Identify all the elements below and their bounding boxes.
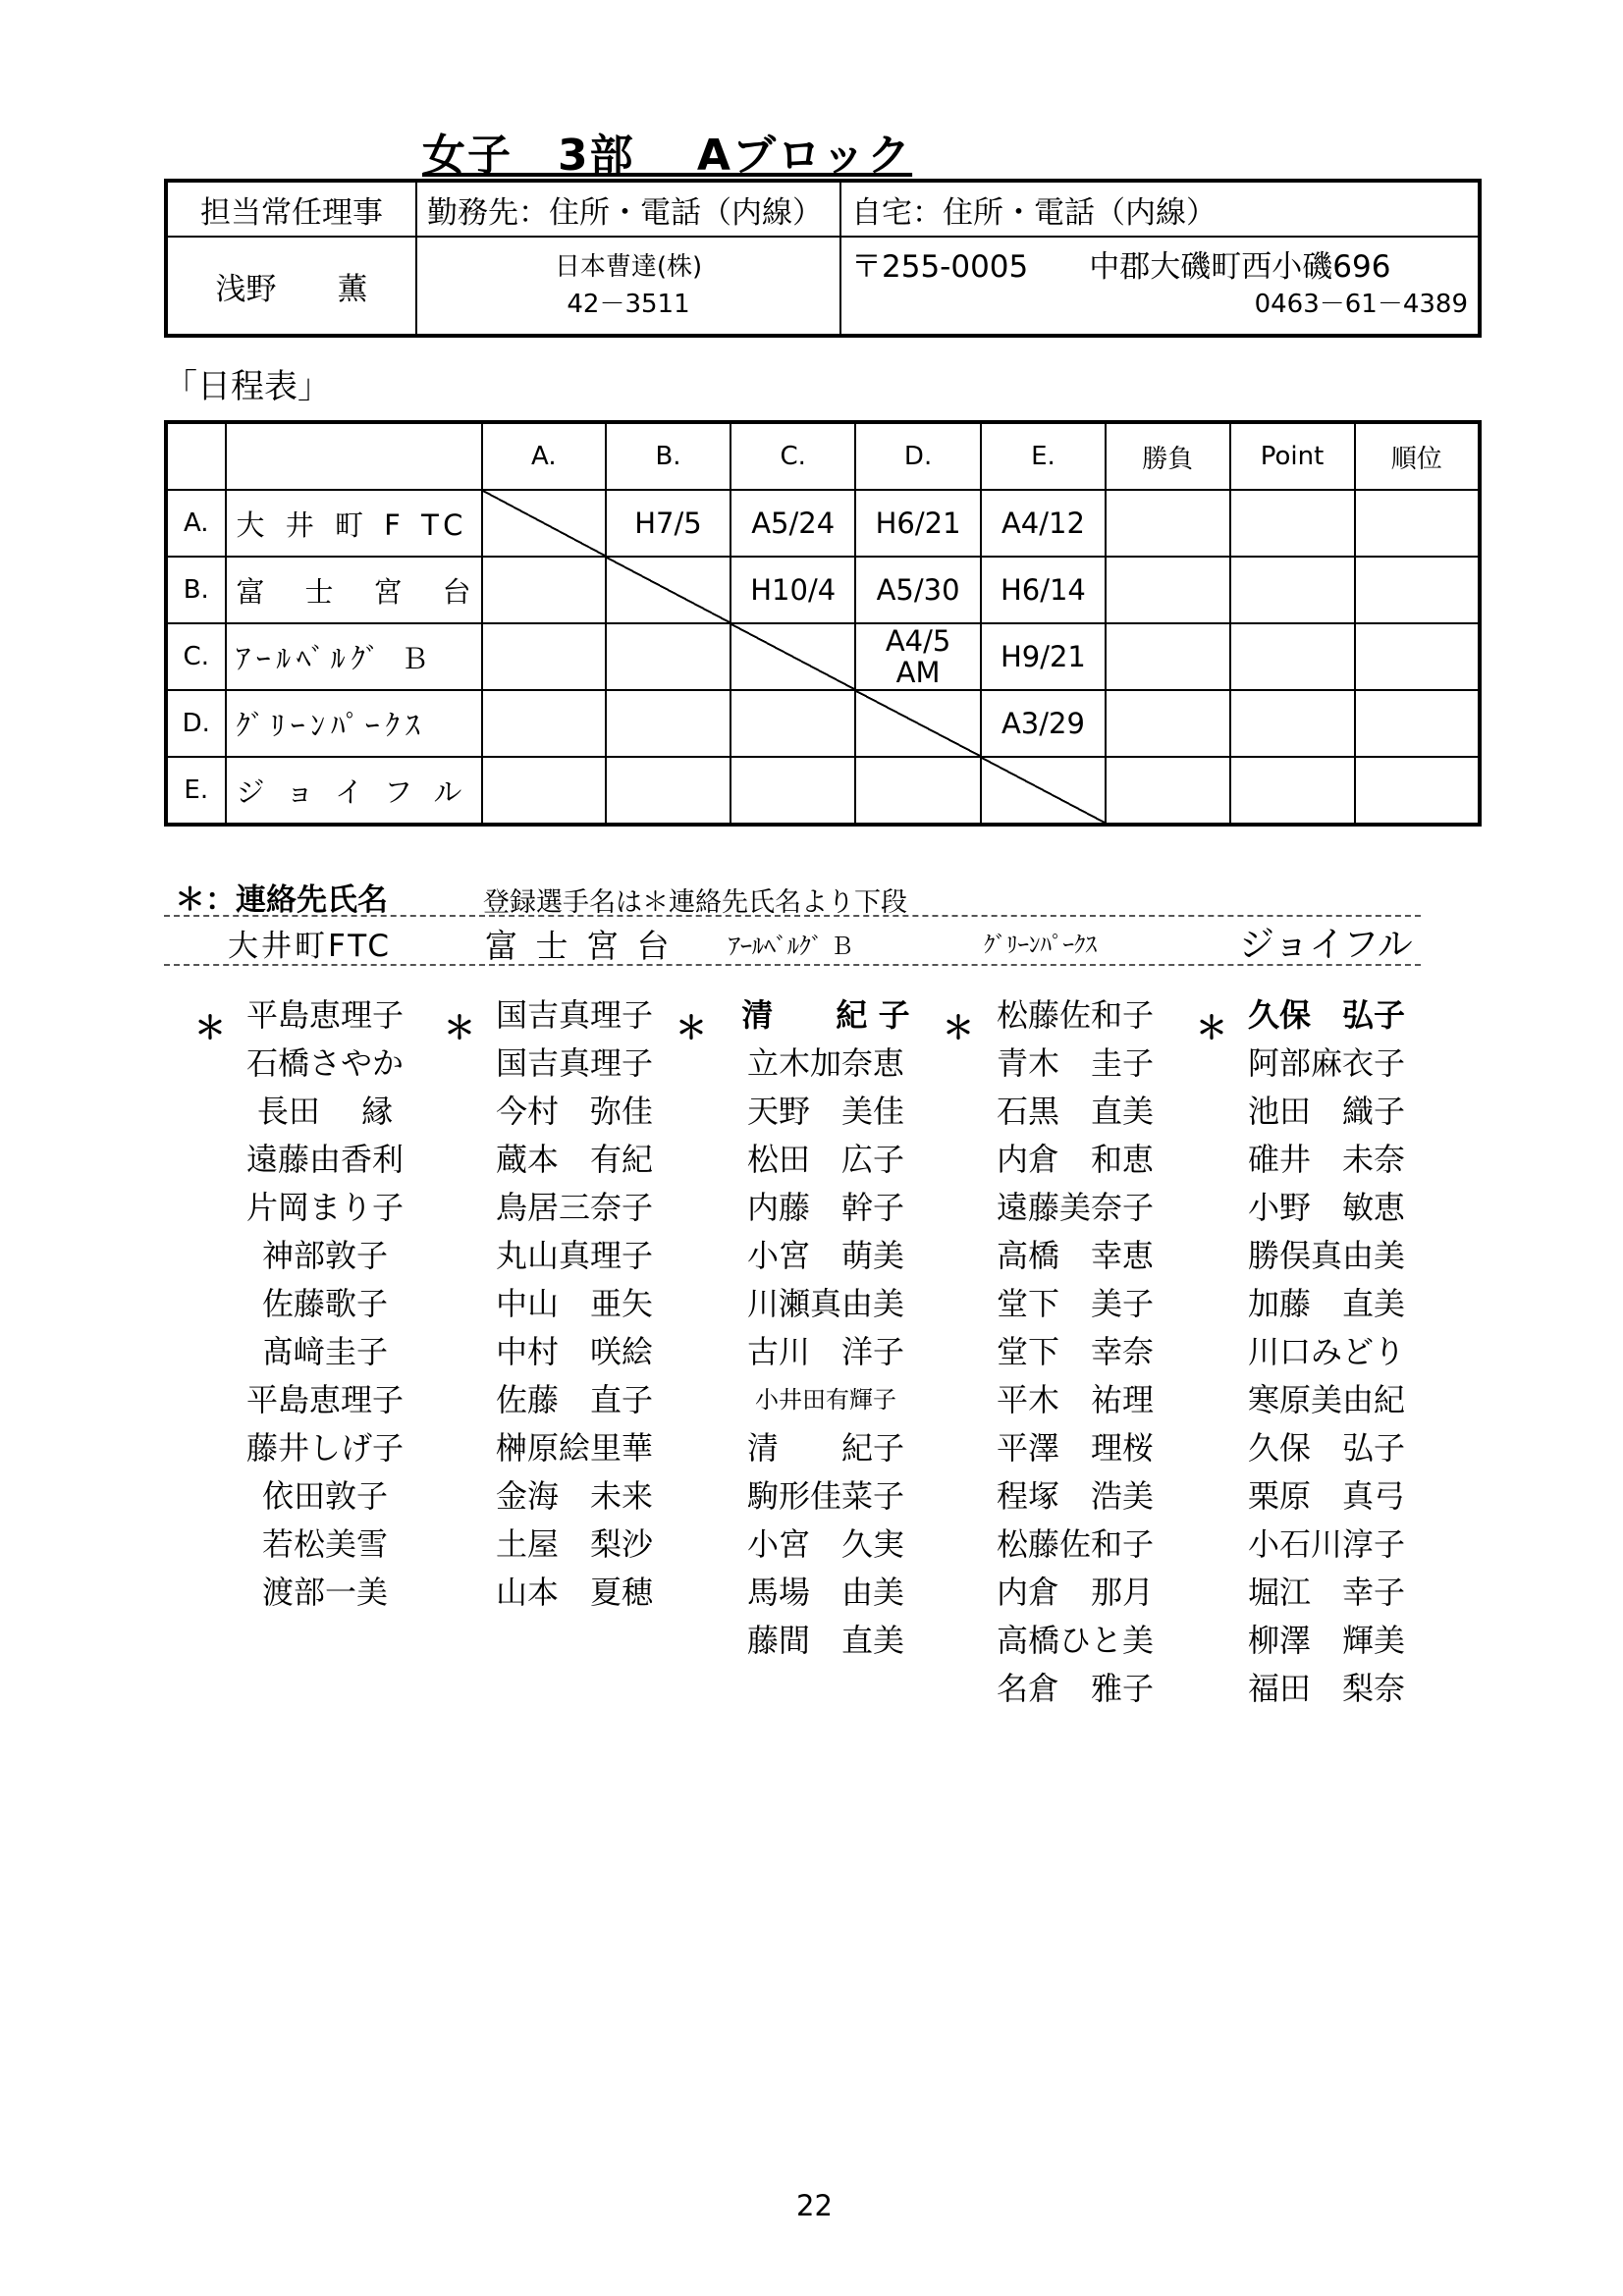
page-title: 女子 3部 Aブロック [422, 131, 913, 181]
self-match-cell [855, 690, 980, 757]
contact-table [164, 179, 1482, 338]
team-name: ジ ョ イ フ ル [226, 757, 482, 825]
contact-header-director: 担当常任理事 [166, 181, 416, 237]
work-info [416, 237, 840, 336]
player-name: 丸山真理子 [495, 1237, 653, 1274]
player-name: 平島恵理子 [245, 1381, 404, 1418]
player-name: 藤間 直美 [746, 1622, 904, 1659]
player-name: 名倉 雅子 [996, 1670, 1154, 1707]
team-header: ジョイフル [1239, 925, 1413, 965]
match-cell: A5/24 [730, 490, 855, 557]
match-cell: A4/12 [981, 490, 1106, 557]
match-cell: A3/29 [981, 690, 1106, 757]
player-list-team-a [202, 991, 448, 1617]
player-name: 神部敦子 [261, 1237, 388, 1274]
match-cell: H6/21 [855, 490, 980, 557]
contact-player-name: 平島恵理子 [245, 996, 404, 1034]
schedule-row [166, 557, 1480, 623]
match-cell [1230, 623, 1355, 690]
player-name: 土屋 梨沙 [495, 1525, 653, 1563]
player-name: 加藤 直美 [1247, 1285, 1405, 1322]
contact-player-name: 国吉真理子 [495, 996, 653, 1034]
contact-player-name: 清 紀 子 [741, 996, 910, 1034]
player-name: 松田 広子 [746, 1141, 904, 1178]
schedule-table [164, 420, 1482, 827]
player-name: 高橋ひと美 [996, 1622, 1154, 1659]
player-name: 国吉真理子 [495, 1044, 653, 1082]
team-id: C. [166, 623, 226, 690]
player-name: 栗原 真弓 [1247, 1477, 1405, 1515]
player-name: 平木 祐理 [996, 1381, 1154, 1418]
column-header: E. [981, 422, 1106, 490]
corner-cell [166, 422, 226, 490]
match-cell [855, 757, 980, 825]
player-name: 清 紀子 [746, 1429, 904, 1467]
contact-marker: ＊ [1196, 1009, 1228, 1046]
match-cell: A5/30 [855, 557, 980, 623]
director-name: 浅野 薫 [166, 237, 416, 336]
player-name: 若松美雪 [261, 1525, 388, 1563]
team-name: ｱｰﾙﾍﾞﾙｸﾞ Ｂ [226, 623, 482, 690]
player-name: 金海 未来 [495, 1477, 653, 1515]
player-name: 青木 圭子 [996, 1044, 1154, 1082]
player-name: 小宮 久実 [746, 1525, 904, 1563]
team-header: 大井町FTC [228, 929, 393, 964]
player-name: 藤井しげ子 [245, 1429, 404, 1467]
player-name: 寒原美由紀 [1247, 1381, 1405, 1418]
team-name: 大 井 町 F TC [226, 490, 482, 557]
player-name: 今村 弥佳 [495, 1093, 653, 1130]
player-name: 石橋さやか [245, 1044, 404, 1082]
page-number: 22 [796, 2189, 833, 2222]
match-cell [482, 623, 606, 690]
team-header: ｸﾞﾘｰﾝﾊﾟｰｸｽ [984, 933, 1097, 958]
player-name: 川瀬真由美 [746, 1285, 904, 1322]
schedule-label: 「日程表」 [164, 367, 331, 406]
player-name: 古川 洋子 [746, 1333, 904, 1370]
player-name: 川口みどり [1247, 1333, 1405, 1370]
match-cell [1106, 557, 1229, 623]
legend: ＊：連絡先氏名 [175, 882, 388, 918]
player-name: 堀江 幸子 [1247, 1574, 1405, 1611]
match-cell [1106, 490, 1229, 557]
player-name: 渡部一美 [261, 1574, 388, 1611]
player-list-team-b [452, 991, 697, 1617]
player-name: 高橋 幸恵 [996, 1237, 1154, 1274]
player-name: 天野 美佳 [746, 1093, 904, 1130]
player-name: 池田 織子 [1247, 1093, 1405, 1130]
player-name: 内倉 和恵 [996, 1141, 1154, 1178]
match-cell: H9/21 [981, 623, 1106, 690]
player-name: 碓井 未奈 [1247, 1141, 1405, 1178]
player-list-team-c [703, 991, 948, 1665]
match-cell [606, 757, 730, 825]
player-name: 石黒 直美 [996, 1093, 1154, 1130]
column-header: 勝負 [1106, 422, 1229, 490]
contact-marker: ＊ [676, 1009, 708, 1046]
match-cell [1230, 490, 1355, 557]
player-name: 長田 縁 [256, 1093, 394, 1130]
match-cell [1230, 690, 1355, 757]
match-cell [1355, 623, 1481, 690]
match-cell [730, 690, 855, 757]
player-name: 榊原絵里華 [495, 1429, 653, 1467]
team-id: E. [166, 757, 226, 825]
player-name: 小石川淳子 [1247, 1525, 1405, 1563]
self-match-cell [981, 757, 1106, 825]
contact-marker: ＊ [444, 1009, 476, 1046]
schedule-row [166, 623, 1480, 690]
player-name: 内倉 那月 [996, 1574, 1154, 1611]
schedule-row [166, 490, 1480, 557]
match-cell [1355, 557, 1481, 623]
match-cell [1355, 490, 1481, 557]
contact-marker: ＊ [194, 1009, 227, 1046]
player-name: 程塚 浩美 [996, 1477, 1154, 1515]
column-header: B. [606, 422, 730, 490]
player-name: 小井田有輝子 [755, 1386, 896, 1414]
player-name: 依田敦子 [261, 1477, 388, 1515]
player-name: 片岡まり子 [245, 1189, 404, 1226]
player-name: 佐藤歌子 [261, 1285, 388, 1322]
player-name: 小宮 萌美 [746, 1237, 904, 1274]
match-cell [1355, 757, 1481, 825]
player-name: 堂下 美子 [996, 1285, 1154, 1322]
contact-header-home: 自宅：住所・電話（内線） [840, 181, 1480, 237]
column-header: Point [1230, 422, 1355, 490]
self-match-cell [606, 557, 730, 623]
player-name: 駒形佳菜子 [746, 1477, 904, 1515]
contact-player-name: 久保 弘子 [1247, 996, 1405, 1034]
player-list-team-e [1204, 991, 1449, 1713]
work-name: 日本曹達(株) [554, 252, 703, 282]
player-name: 中山 亜矢 [495, 1285, 653, 1322]
player-name: 鳥居三奈子 [495, 1189, 653, 1226]
player-name: 阿部麻衣子 [1247, 1044, 1405, 1082]
match-cell [1106, 623, 1229, 690]
team-header: 富 士 宮 台 [485, 927, 674, 965]
player-name: 馬場 由美 [746, 1574, 904, 1611]
match-cell [730, 757, 855, 825]
match-cell [1230, 557, 1355, 623]
divider [164, 915, 1421, 917]
match-cell: H7/5 [606, 490, 730, 557]
team-id: B. [166, 557, 226, 623]
column-header: 順位 [1355, 422, 1481, 490]
home-phone: 0463－61－4389 [1254, 290, 1468, 319]
match-cell [482, 690, 606, 757]
match-cell [482, 557, 606, 623]
player-name: 蔵本 有紀 [495, 1141, 653, 1178]
column-header: D. [855, 422, 980, 490]
team-name: ｸﾞﾘｰﾝﾊﾟｰｸｽ [226, 690, 482, 757]
home-info [840, 237, 1480, 336]
corner-cell [226, 422, 482, 490]
team-id: A. [166, 490, 226, 557]
schedule-row [166, 757, 1480, 825]
match-cell [1106, 757, 1229, 825]
self-match-cell [482, 490, 606, 557]
match-cell: H10/4 [730, 557, 855, 623]
match-cell [1355, 690, 1481, 757]
player-name: 松藤佐和子 [996, 1525, 1154, 1563]
match-cell: H6/14 [981, 557, 1106, 623]
match-cell [606, 690, 730, 757]
player-name: 柳澤 輝美 [1247, 1622, 1405, 1659]
player-name: 山本 夏穂 [495, 1574, 653, 1611]
match-cell: A4/5 AM [855, 623, 980, 690]
column-header: A. [482, 422, 606, 490]
match-cell [482, 757, 606, 825]
player-name: 福田 梨奈 [1247, 1670, 1405, 1707]
contact-header-work: 勤務先：住所・電話（内線） [416, 181, 840, 237]
player-name: 立木加奈恵 [746, 1044, 904, 1082]
player-name: 遠藤由香利 [245, 1141, 404, 1178]
column-header: C. [730, 422, 855, 490]
registration-note: 登録選手名は＊連絡先氏名より下段 [483, 887, 907, 918]
player-name: 遠藤美奈子 [996, 1189, 1154, 1226]
player-name: 内藤 幹子 [746, 1189, 904, 1226]
match-cell [1230, 757, 1355, 825]
player-name: 堂下 幸奈 [996, 1333, 1154, 1370]
work-phone: 42－3511 [567, 290, 690, 319]
player-name: 髙﨑圭子 [261, 1333, 388, 1370]
player-name: 平澤 理桜 [996, 1429, 1154, 1467]
player-name: 勝俣真由美 [1247, 1237, 1405, 1274]
team-name: 富 士 宮 台 [226, 557, 482, 623]
home-address: 〒255-0005 中郡大磯町西小磯696 [851, 249, 1391, 285]
player-name: 中村 咲絵 [495, 1333, 653, 1370]
player-name: 久保 弘子 [1247, 1429, 1405, 1467]
player-list-team-d [952, 991, 1198, 1713]
team-id: D. [166, 690, 226, 757]
team-header: ｱｰﾙﾍﾞﾙｸﾞ Ｂ [729, 933, 854, 960]
contact-marker: ＊ [943, 1009, 975, 1046]
contact-player-name: 松藤佐和子 [996, 996, 1154, 1034]
player-name: 小野 敏恵 [1247, 1189, 1405, 1226]
match-cell [1106, 690, 1229, 757]
self-match-cell [730, 623, 855, 690]
player-name: 佐藤 直子 [495, 1381, 653, 1418]
match-cell [606, 623, 730, 690]
schedule-row [166, 690, 1480, 757]
